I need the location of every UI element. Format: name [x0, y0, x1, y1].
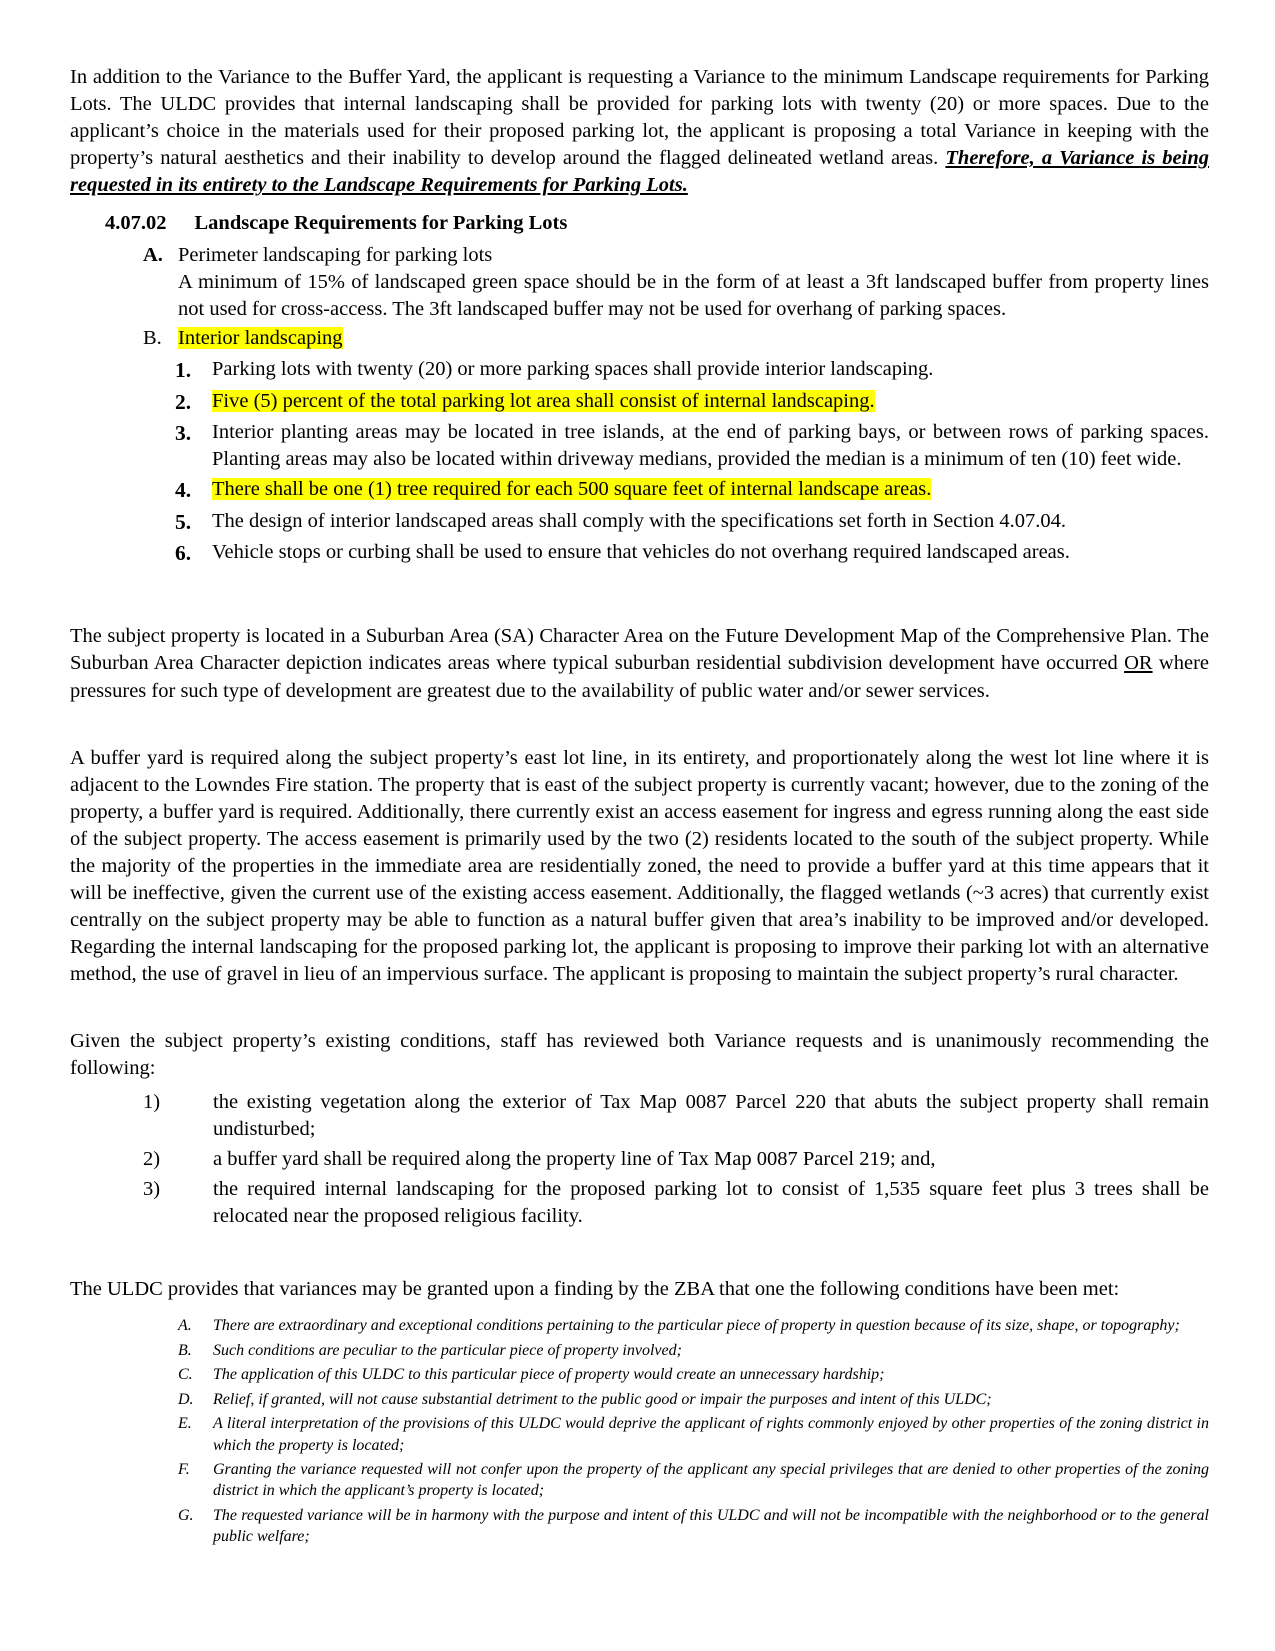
intro-text: In addition to the Variance to the Buffer Yard, the applicant is requesting a Variance to the minimum Landscape requirements for Parking Lots. The ULDC provides that internal landscaping shall be provided for parking lots with twenty (20) or more spaces. Due to the applicant’s choice in the materials used for their proposed parking lot, the applicant is proposing a total Variance in keeping with the property’s natural aesthetics and their inability to develop around the flagged delineated wetland areas.: [70, 66, 1209, 170]
condition-item: [178, 1364, 1209, 1385]
condition-letter: D.: [178, 1390, 194, 1408]
highlighted-text: There shall be one (1) tree required for each 500 square feet of internal landscape areas.: [212, 478, 932, 501]
condition-text: Such conditions are peculiar to the particular piece of property involved;: [213, 1341, 682, 1359]
list-item: [175, 476, 1209, 504]
subject-property-text-before: The subject property is located in a Suburban Area (SA) Character Area on the Future Development Map of the Comprehensive Plan. The Suburban Area Character depiction indicates areas where typical suburban residential subdivision development have occurred: [70, 625, 1209, 675]
recommendation-text: the required internal landscaping for the proposed parking lot to consist of 1,535 square feet plus 3 trees shall be relocated near the proposed religious facility.: [213, 1178, 1209, 1228]
variance-conditions-list: [70, 1315, 1209, 1547]
list-item-number: 3.: [175, 421, 192, 446]
subject-property-paragraph: [70, 623, 1209, 704]
interior-requirements-list: [70, 356, 1209, 567]
list-item-text: Vehicle stops or curbing shall be used to ensure that vehicles do not overhang required landscaped areas.: [212, 541, 1070, 564]
subject-property-text-after: where pressures for such type of development are greatest due to the availability of public water and/or sewer services.: [70, 652, 1209, 702]
condition-text: Relief, if granted, will not cause substantial detriment to the public good or impair the purposes and intent of this ULDC;: [213, 1390, 992, 1408]
outline-item-a-label: A.: [143, 244, 163, 267]
condition-item: [178, 1413, 1209, 1456]
list-item-number: 5.: [175, 509, 192, 534]
intro-paragraph: [70, 64, 1209, 199]
list-item-text: Parking lots with twenty (20) or more parking spaces shall provide interior landscaping.: [212, 358, 934, 381]
condition-text: A literal interpretation of the provisions of this ULDC would deprive the applicant of rights commonly enjoyed by other properties of the zoning district in which the property is located;: [213, 1415, 1209, 1454]
outline-item-a-title: Perimeter landscaping for parking lots: [178, 244, 493, 267]
condition-item: [178, 1340, 1209, 1361]
list-item-text: Interior planting areas may be located in tree islands, at the end of parking bays, or between rows of parking spaces. Planting areas may also be located within driveway medians, provided the median is a minimum of ten (10) feet wide.: [212, 421, 1209, 471]
condition-item: [178, 1315, 1209, 1336]
condition-item: [178, 1505, 1209, 1548]
outline-item-a-text: A minimum of 15% of landscaped green space should be in the form of at least a 3ft landscaped buffer from property lines not used for cross-access. The 3ft landscaped buffer may not be used for overhang of parking spaces.: [178, 271, 1209, 321]
recommendation-item: [143, 1176, 1209, 1230]
buffer-yard-paragraph: A buffer yard is required along the subject property’s east lot line, in its entirety, and proportionately along the west lot line where it is adjacent to the Lowndes Fire station. The property that is east of the subject property is currently vacant; however, due to the zoning of the property, a buffer yard is required. Additionally, there currently exist an access easement for ingress and egress running along the east side of the subject property. The access easement is primarily used by the two (2) residents located to the south of the subject property. While the majority of the properties in the immediate area are residentially zoned, the need to provide a buffer yard at this time appears that it will be ineffective, given the current use of the existing access easement. Additionally, the flagged wetlands (~3 acres) that currently exist centrally on the subject property may be able to function as a natural buffer given that area’s inability to be improved and/or developed. Regarding the internal landscaping for the proposed parking lot, the applicant is proposing to improve their parking lot with an alternative method, the use of gravel in lieu of an impervious surface. The applicant is proposing to maintain the subject property’s rural character.: [70, 746, 1209, 985]
condition-text: There are extraordinary and exceptional conditions pertaining to the particular piece of property in question because of its size, shape, or topography;: [213, 1317, 1180, 1335]
list-item-text: [212, 476, 1209, 504]
recommendation-number: 1): [143, 1091, 161, 1114]
outline-item-b-title-highlighted: Interior landscaping: [178, 327, 343, 350]
intro-emphasis-text: Therefore, a Variance is being requested in its entirety to the Landscape Requirements for Parking Lots.: [70, 147, 1209, 197]
recommendation-item: [143, 1089, 1209, 1143]
list-item: [175, 539, 1209, 567]
list-item: [175, 388, 1209, 416]
section-title: Landscape Requirements for Parking Lots: [194, 212, 568, 235]
list-item-number: 4.: [175, 478, 192, 503]
recommendation-number: 3): [143, 1178, 161, 1201]
list-item: [175, 419, 1209, 473]
section-number: 4.07.02: [105, 212, 167, 235]
condition-letter: E.: [178, 1415, 192, 1433]
outline-item-a: [143, 242, 1209, 323]
section-heading: [105, 210, 1209, 237]
condition-letter: A.: [178, 1317, 192, 1335]
condition-letter: F.: [178, 1461, 190, 1478]
list-item: [175, 356, 1209, 384]
list-item-text: The design of interior landscaped areas shall comply with the specifications set forth in Section 4.07.04.: [212, 509, 1066, 532]
condition-text: The requested variance will be in harmony with the purpose and intent of this ULDC and will not be incompatible with the neighborhood or to the general public welfare;: [213, 1506, 1209, 1546]
underlined-or: OR: [1124, 652, 1153, 675]
outline-item-b: [143, 325, 1209, 352]
outline-item-b-label: B.: [143, 327, 162, 350]
list-item: [175, 508, 1209, 536]
condition-text: Granting the variance requested will not confer upon the property of the applicant any special privileges that are denied to other properties of the zoning district in which the applicant’s property is located;: [213, 1461, 1209, 1500]
outline-item-a-body: [178, 242, 1209, 323]
condition-item: [178, 1389, 1209, 1410]
recommendation-text: a buffer yard shall be required along the property line of Tax Map 0087 Parcel 219; and,: [213, 1148, 936, 1171]
list-item-number: 6.: [175, 541, 192, 566]
condition-letter: G.: [178, 1506, 194, 1524]
list-item-number: 1.: [175, 358, 192, 383]
list-item-text: [212, 388, 1209, 416]
uldc-intro-paragraph: The ULDC provides that variances may be granted upon a finding by the ZBA that one the following conditions have been met:: [70, 1278, 1120, 1301]
list-item-number: 2.: [175, 389, 192, 414]
condition-text: The application of this ULDC to this particular piece of property would create an unnecessary hardship;: [213, 1366, 885, 1384]
condition-letter: C.: [178, 1366, 193, 1384]
condition-letter: B.: [178, 1341, 192, 1359]
recommendations-list: [70, 1089, 1209, 1230]
outline-item-b-body: [178, 325, 1209, 352]
recommendation-number: 2): [143, 1148, 161, 1171]
recommendation-item: [143, 1146, 1209, 1173]
condition-item: [178, 1459, 1209, 1502]
recommendation-text: the existing vegetation along the exterior of Tax Map 0087 Parcel 220 that abuts the subject property shall remain undisturbed;: [213, 1091, 1209, 1141]
highlighted-text: Five (5) percent of the total parking lot area shall consist of internal landscaping.: [212, 389, 875, 412]
recommendation-intro-paragraph: Given the subject property’s existing conditions, staff has reviewed both Variance requests and is unanimously recommending the following:: [70, 1030, 1209, 1080]
